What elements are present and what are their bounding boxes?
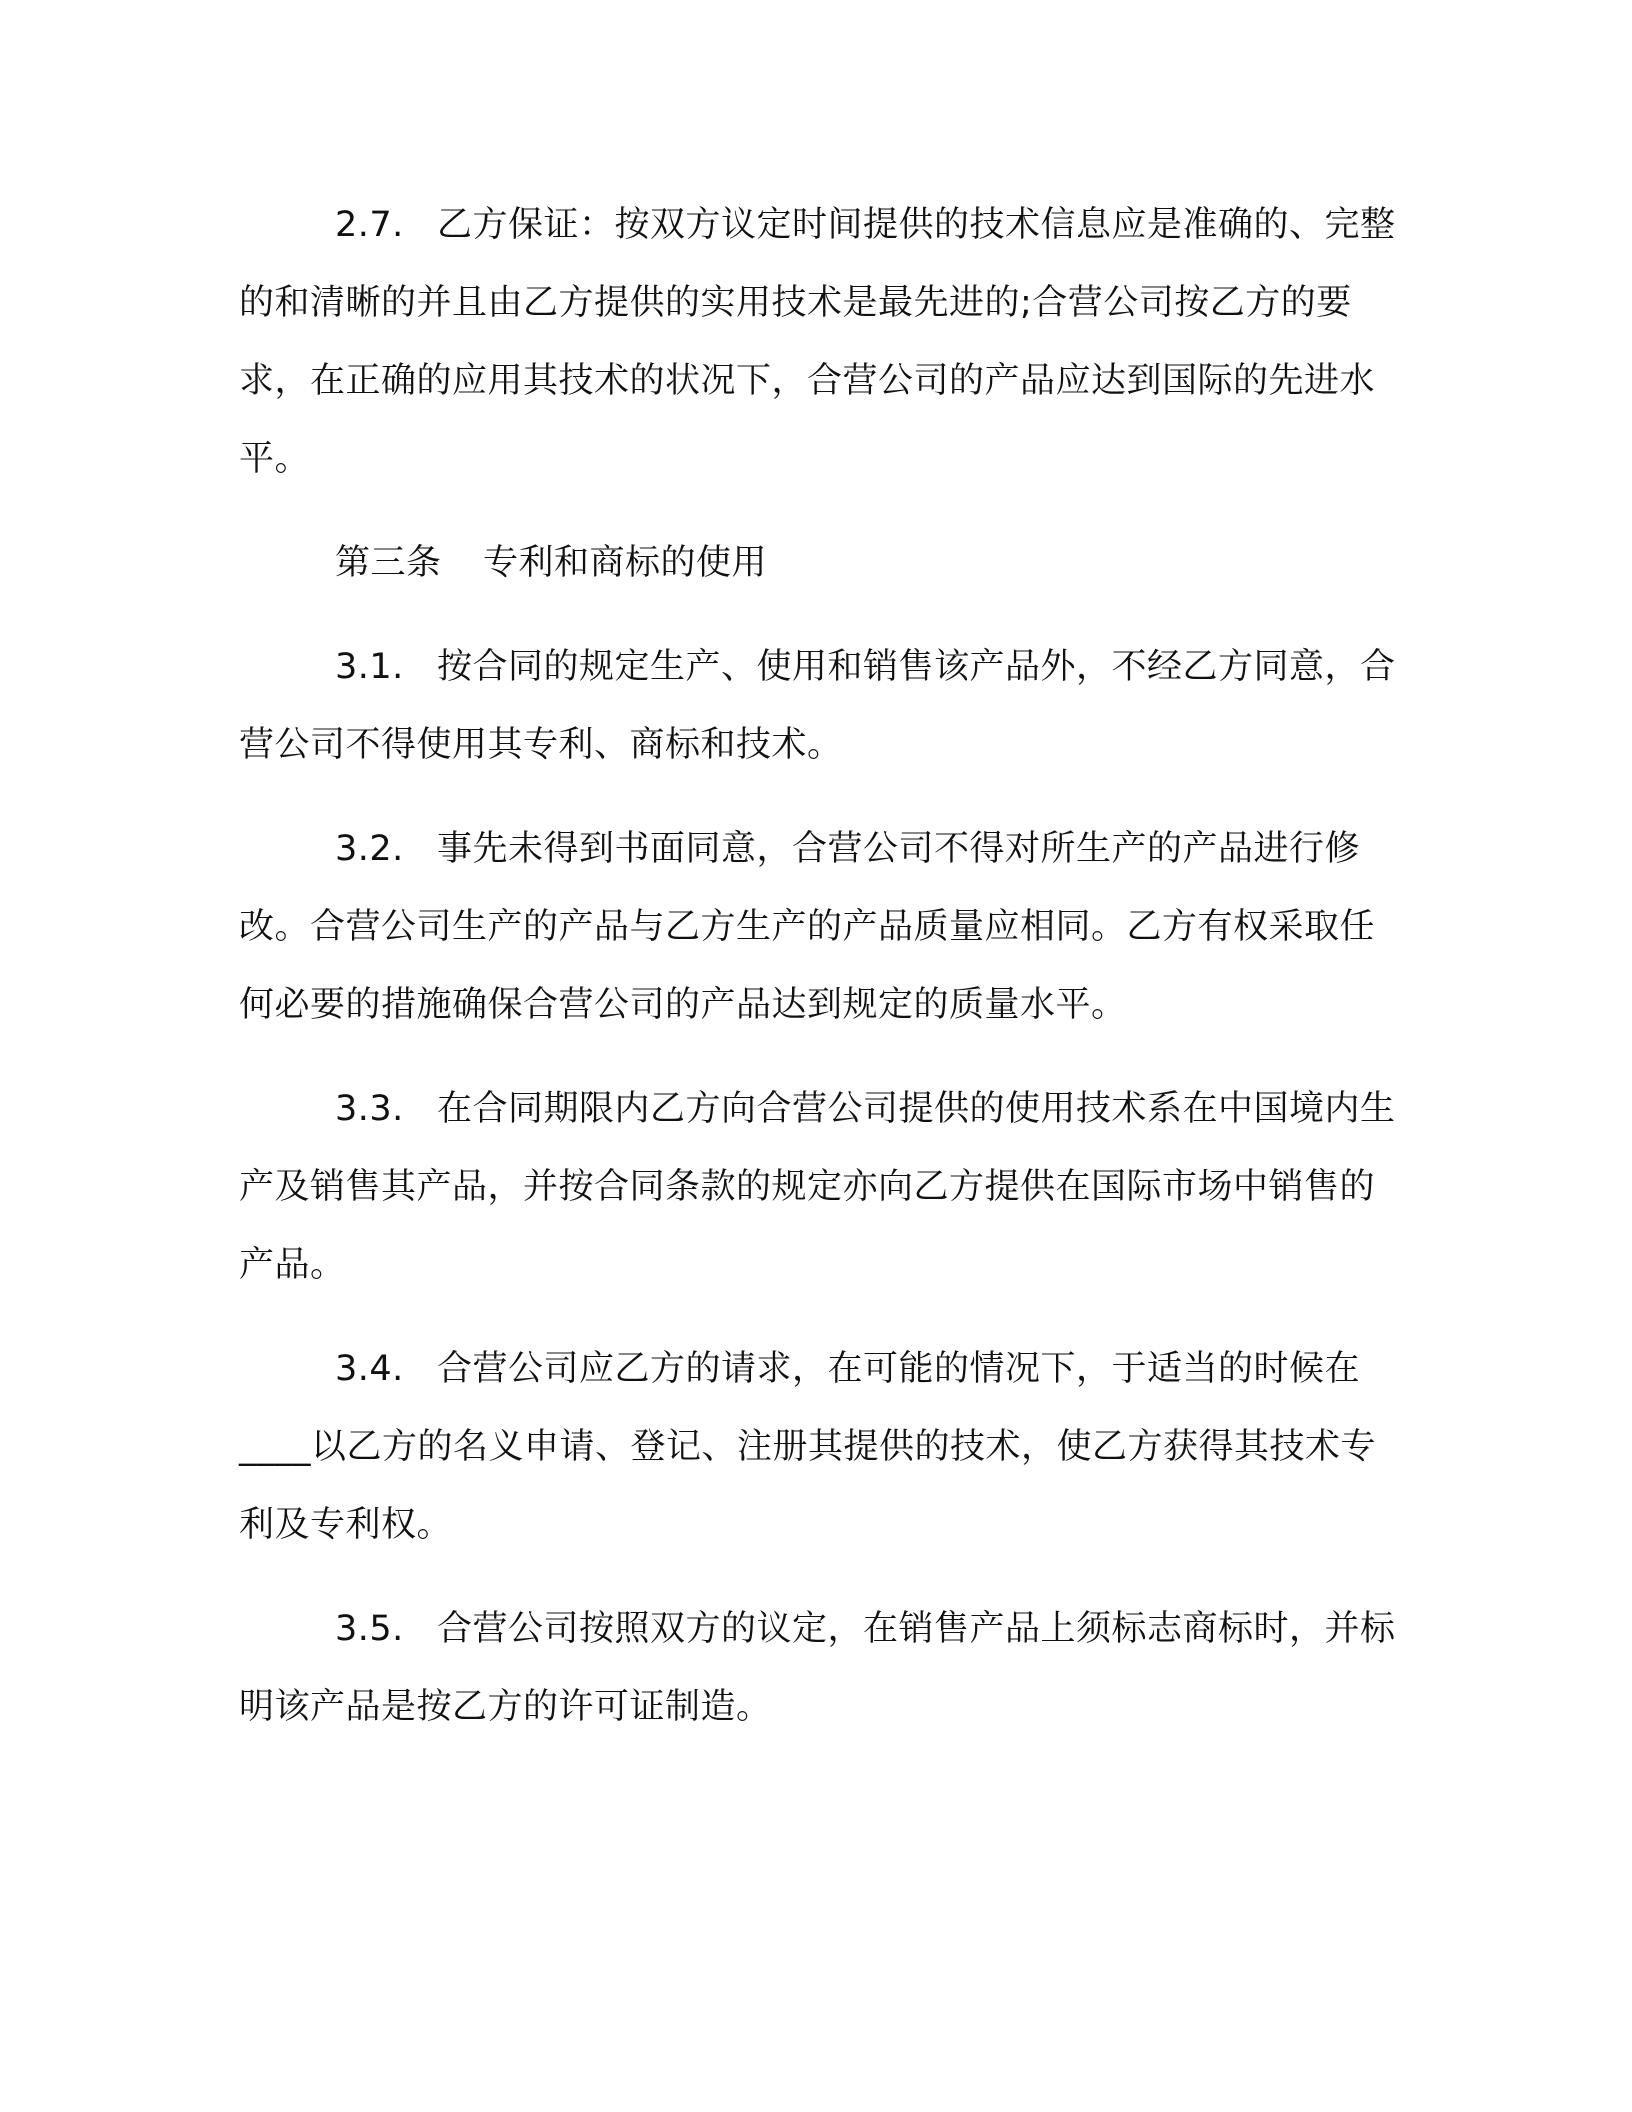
clause-3-3 (239, 1070, 1399, 1304)
clause-text: 乙方保证：按双方议定时间提供的技术信息应是准确的、完整的和清晰的并且由乙方提供的实用技术是最先进的;合营公司按乙方的要求，在正确的应用其技术的状况下，合营公司的产品应达到国际的先进水平。 (239, 205, 1396, 479)
clause-text: 按合同的规定生产、使用和销售该产品外，不经乙方同意，合营公司不得使用其专利、商标和技术。 (239, 647, 1396, 765)
article-number: 第三条 (335, 543, 442, 583)
article-title: 专利和商标的使用 (483, 543, 768, 583)
clause-number: 2.7. (335, 205, 404, 245)
clause-number: 3.1. (335, 647, 404, 687)
clause-3-2 (239, 810, 1399, 1044)
clause-number: 3.4. (335, 1349, 404, 1389)
clause-3-4 (239, 1330, 1399, 1564)
clause-2-7 (239, 186, 1399, 498)
clause-text: 合营公司按照双方的议定，在销售产品上须标志商标时，并标明该产品是按乙方的许可证制造。 (239, 1609, 1396, 1727)
clause-3-1 (239, 628, 1399, 784)
clause-3-5 (239, 1590, 1399, 1746)
document-body (239, 186, 1399, 1746)
article-3-heading (239, 524, 1399, 602)
clause-text: 合营公司应乙方的请求，在可能的情况下，于适当的时候在____以乙方的名义申请、登记、注册其提供的技术，使乙方获得其技术专利及专利权。 (239, 1349, 1377, 1545)
clause-number: 3.5. (335, 1609, 404, 1649)
clause-text: 在合同期限内乙方向合营公司提供的使用技术系在中国境内生产及销售其产品，并按合同条款的规定亦向乙方提供在国际市场中销售的产品。 (239, 1089, 1396, 1285)
clause-number: 3.3. (335, 1089, 404, 1129)
clause-text: 事先未得到书面同意，合营公司不得对所生产的产品进行修改。合营公司生产的产品与乙方生产的产品质量应相同。乙方有权采取任何必要的措施确保合营公司的产品达到规定的质量水平。 (239, 829, 1376, 1025)
clause-number: 3.2. (335, 829, 404, 869)
